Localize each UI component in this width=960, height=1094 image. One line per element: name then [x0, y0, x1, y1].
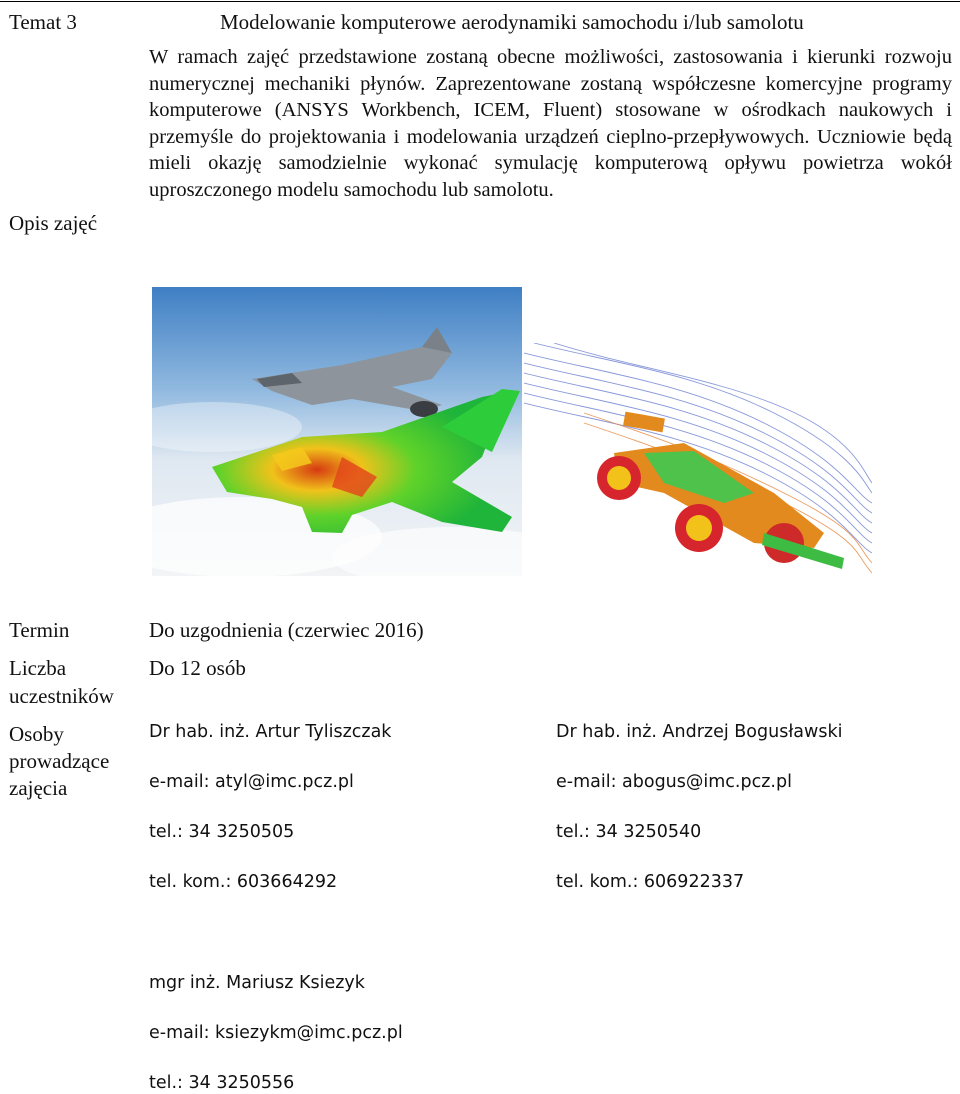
instructor-3-tel: tel.: 34 3250556: [149, 1073, 295, 1093]
top-rule: [0, 1, 960, 2]
instructor-1-email: e-mail: atyl@imc.pcz.pl: [149, 772, 354, 792]
participants-label-line1: Liczba: [9, 656, 67, 680]
jet-cfd-image: [152, 287, 522, 576]
topic-label: Temat 3: [9, 10, 77, 34]
participants-label-line2: uczestników: [9, 684, 114, 708]
instructor-2-email: e-mail: abogus@imc.pcz.pl: [556, 772, 792, 792]
instructors-label-line3: zajęcia: [9, 776, 68, 800]
description-label: Opis zajęć: [9, 211, 98, 235]
instructor-2-tel: tel.: 34 3250540: [556, 822, 702, 842]
description-text: W ramach zajęć przedstawione zostaną obecne możliwości, zastosowania i kierunki rozwoju numerycznej mechaniki płynów. Zaprezentowane zostaną współczesne komercyjne programy komputerowe (ANSYS Workbench, ICEM, Fluent) stosowane w ośrodkach naukowych i przemyśle do projektowania i modelowania urządzeń cieplno-przepływowych. Uczniowie będą mieli okazję samodzielnie wykonać symulację komputerową opływu powietrza wokół uproszczonego modelu samochodu lub samolotu.: [149, 46, 952, 201]
instructor-3-email: e-mail: ksiezykm@imc.pcz.pl: [149, 1023, 403, 1043]
instructors-label-line1: Osoby: [9, 722, 64, 746]
instructor-3-name: mgr inż. Mariusz Ksiezyk: [149, 973, 365, 993]
instructor-1-name: Dr hab. inż. Artur Tyliszczak: [149, 722, 392, 742]
topic-title: Modelowanie komputerowe aerodynamiki samochodu i/lub samolotu: [220, 10, 804, 34]
instructor-2-tel-kom: tel. kom.: 606922337: [556, 872, 745, 892]
participants-value: Do 12 osób: [149, 656, 246, 680]
instructors-label-line2: prowadzące: [9, 749, 110, 773]
term-value: Do uzgodnienia (czerwiec 2016): [149, 618, 424, 642]
f1-car-cfd-image: [524, 343, 872, 577]
instructor-1-tel: tel.: 34 3250505: [149, 822, 295, 842]
instructor-2-name: Dr hab. inż. Andrzej Bogusławski: [556, 722, 843, 742]
term-label: Termin: [9, 618, 70, 642]
instructor-1-tel-kom: tel. kom.: 603664292: [149, 872, 338, 892]
